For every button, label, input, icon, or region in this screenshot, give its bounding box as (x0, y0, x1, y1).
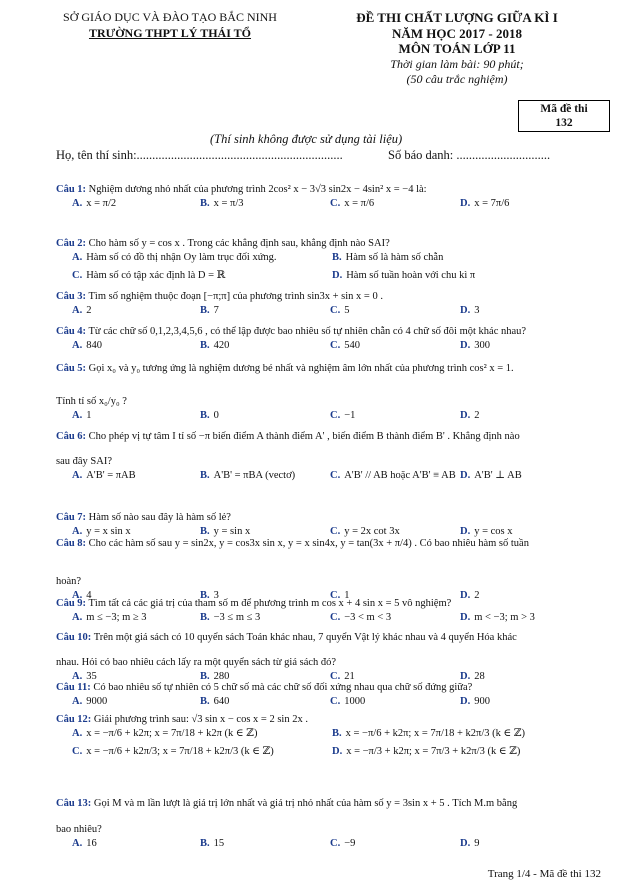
question-11 (56, 681, 611, 694)
option-a[interactable] (72, 695, 107, 708)
option-value: 540 (344, 340, 360, 351)
school-name: TRƯỜNG THPT LÝ THÁI TỔ (88, 26, 252, 40)
option-a[interactable] (72, 251, 277, 264)
option-letter: A. (72, 590, 83, 601)
question-2 (56, 237, 611, 250)
option-letter: D. (460, 696, 471, 707)
question-label: Câu 4: (56, 326, 87, 337)
question-7 (56, 511, 611, 524)
question-text: Gọi M và m lần lượt là giá trị lớn nhất và giá trị nhỏ nhất của hàm số y = 3sin x + 5 . Tích M.m bằng (91, 798, 518, 809)
option-letter: C. (330, 470, 341, 481)
option-value: 16 (86, 838, 97, 849)
option-value: 420 (213, 340, 230, 351)
candidate-info-line (56, 148, 551, 164)
header-right (322, 10, 592, 87)
option-value: 280 (213, 671, 230, 682)
option-value: A'B' = πBA (vectơ) (213, 470, 296, 481)
option-a[interactable] (72, 469, 136, 482)
option-letter: A. (72, 838, 83, 849)
department-name: SỞ GIÁO DỤC VÀ ĐÀO TẠO BẮC NINH (63, 10, 277, 24)
option-c[interactable] (330, 304, 349, 317)
option-letter: A. (72, 305, 83, 316)
option-value: 4 (86, 590, 92, 601)
question-text-continued: bao nhiêu? (56, 824, 102, 836)
option-value: x = −π/6 + k2π; x = 7π/18 + k2π/3 (k ∈ ℤ) (345, 728, 526, 739)
option-letter: C. (330, 838, 341, 849)
option-value: −9 (344, 838, 356, 849)
question-label: Câu 2: (56, 238, 87, 249)
option-d[interactable] (460, 837, 479, 850)
option-value: 15 (213, 838, 225, 849)
option-value: y = cos x (474, 526, 513, 537)
option-b[interactable] (200, 695, 229, 708)
option-letter: A. (72, 696, 83, 707)
option-b[interactable] (332, 251, 443, 264)
option-letter: B. (200, 526, 210, 537)
option-value: A'B' // AB hoặc A'B' ≡ AB (344, 470, 456, 481)
question-text: Cho hàm số y = cos x . Trong các khẳng định sau, khẳng định nào SAI? (86, 238, 390, 249)
option-d[interactable] (460, 339, 490, 352)
question-10 (56, 631, 611, 669)
question-8 (56, 537, 611, 588)
exam-code-box (518, 100, 610, 132)
question-text: Cho các hàm số sau y = sin2x, y = cos3x sin x, y = x sin4x, y = tan(3x + π/4) . Có bao nhiêu hàm số tuần (86, 538, 529, 549)
option-value: 300 (474, 340, 490, 351)
option-letter: D. (460, 838, 471, 849)
candidate-name-label: Họ, tên thí sinh:.................................................................. (56, 148, 343, 162)
option-d[interactable] (460, 469, 522, 482)
question-label: Câu 10: (56, 632, 92, 643)
question-label: Câu 3: (56, 291, 87, 302)
question-text: Từ các chữ số 0,1,2,3,4,5,6 , có thể lập được bao nhiêu số tự nhiên chẵn có 4 chữ số đôi một khác nhau? (86, 326, 527, 337)
question-5 (56, 362, 611, 408)
option-letter: C. (330, 305, 341, 316)
option-value: y = 2x cot 3x (344, 526, 400, 537)
option-letter: C. (330, 590, 341, 601)
option-value: 1000 (344, 696, 366, 707)
option-a[interactable] (72, 304, 91, 317)
option-b[interactable] (200, 409, 219, 422)
option-c[interactable] (330, 469, 456, 482)
option-a[interactable] (72, 409, 91, 422)
option-value: 5 (344, 305, 350, 316)
option-value: 840 (86, 340, 102, 351)
option-letter: A. (72, 526, 83, 537)
option-letter: B. (200, 470, 210, 481)
option-value: 0 (213, 410, 219, 421)
option-value: 2 (474, 410, 480, 421)
option-b[interactable] (200, 837, 224, 850)
option-c[interactable] (330, 611, 391, 624)
option-letter: B. (332, 728, 342, 739)
option-letter: D. (460, 198, 471, 209)
option-c[interactable] (330, 837, 355, 850)
option-letter: C. (330, 696, 341, 707)
option-value: y = sin x (213, 526, 251, 537)
option-value: 3 (213, 590, 219, 601)
option-letter: B. (200, 696, 210, 707)
option-value: x = π/3 (213, 198, 244, 209)
option-value: 9000 (86, 696, 108, 707)
question-text: Tìm số nghiệm thuộc đoạn [−π;π] của phương trình sin3x + sin x = 0 . (86, 291, 383, 302)
option-d[interactable] (460, 304, 479, 317)
option-letter: C. (330, 671, 341, 682)
option-letter: B. (200, 590, 210, 601)
question-12 (56, 713, 611, 726)
option-letter: A. (72, 612, 83, 623)
question-label: Câu 5: (56, 363, 87, 374)
question-13 (56, 797, 611, 836)
question-9 (56, 597, 611, 610)
option-value: −3 < m < 3 (344, 612, 392, 623)
question-text-continued: sau đây SAI? (56, 456, 112, 468)
option-value: m < −3; m > 3 (474, 612, 535, 623)
question-label: Câu 12: (56, 714, 92, 725)
option-value: 640 (213, 696, 230, 707)
option-c[interactable] (72, 269, 225, 282)
question-text-continued: Tính tỉ số x₀/y₀ ? (56, 396, 127, 408)
option-b[interactable] (200, 304, 219, 317)
option-letter: A. (72, 252, 83, 263)
school-year: NĂM HỌC 2017 - 2018 (392, 25, 522, 41)
option-letter: B. (200, 410, 210, 421)
option-a[interactable] (72, 837, 97, 850)
question-text: Trên một giá sách có 10 quyển sách Toán khác nhau, 7 quyển Vật lý khác nhau và 4 quyển Hóa khác (91, 632, 517, 643)
question-text: Gọi x₀ và y₀ tương ứng là nghiệm dương bé nhất và nghiệm âm lớn nhất của phương trình cos² x = 1. (86, 363, 514, 374)
option-letter: D. (460, 590, 471, 601)
option-d[interactable] (460, 409, 479, 422)
option-d[interactable] (460, 695, 490, 708)
question-label: Câu 11: (56, 682, 91, 693)
option-value: 9 (474, 838, 480, 849)
option-letter: D. (460, 340, 471, 351)
option-value: x = −π/6 + k2π; x = 7π/18 + k2π (k ∈ ℤ) (86, 728, 258, 739)
option-c[interactable] (72, 745, 274, 758)
option-d[interactable] (332, 269, 475, 282)
option-value: Hàm số có đồ thị nhận Oy làm trục đối xứng. (86, 252, 277, 263)
option-value: 1 (344, 590, 350, 601)
option-letter: D. (460, 305, 471, 316)
option-letter: A. (72, 671, 83, 682)
option-b[interactable] (200, 611, 260, 624)
option-value: Hàm số là hàm số chẵn (345, 252, 444, 263)
question-text: Cho phép vị tự tâm I tỉ số −π biến điểm A thành điểm A' , biến điểm B thành điểm B' . Khẳng định nào (86, 431, 520, 442)
question-label: Câu 13: (56, 798, 92, 809)
option-value: 28 (474, 671, 485, 682)
option-letter: A. (72, 410, 83, 421)
option-letter: D. (460, 410, 471, 421)
question-text: Hàm số nào sau đây là hàm số lẻ? (86, 512, 231, 523)
question-6 (56, 430, 611, 468)
option-letter: B. (200, 305, 210, 316)
question-text-continued: nhau. Hỏi có bao nhiêu cách lấy ra một quyển sách từ giá sách đó? (56, 657, 337, 669)
question-3 (56, 290, 611, 303)
question-text-continued: hoàn? (56, 576, 82, 588)
option-letter: C. (330, 612, 341, 623)
question-label: Câu 9: (56, 598, 87, 609)
option-a[interactable] (72, 611, 147, 624)
option-c[interactable] (330, 339, 360, 352)
question-1 (56, 183, 611, 196)
page-footer: Trang 1/4 - Mã đề thi 132 (487, 868, 601, 880)
option-letter: C. (330, 526, 341, 537)
question-text: Tìm tất cả các giá trị của tham số m để phương trình m cos x + 4 sin x = 5 vô nghiệm? (86, 598, 452, 609)
option-a[interactable] (72, 339, 102, 352)
question-label: Câu 7: (56, 512, 87, 523)
question-text: Nghiệm dương nhỏ nhất của phương trình 2cos² x − 3√3 sin2x − 4sin² x = −4 là: (86, 184, 427, 195)
option-letter: C. (330, 198, 341, 209)
option-value: 1 (86, 410, 92, 421)
option-value: A'B' = πAB (86, 470, 136, 481)
question-count: (50 câu trắc nghiệm) (406, 71, 508, 86)
question-label: Câu 1: (56, 184, 87, 195)
option-value: m ≤ −3; m ≥ 3 (86, 612, 147, 623)
option-letter: A. (72, 198, 83, 209)
candidate-id-label: Số báo danh: .............................. (388, 148, 551, 162)
question-text: Có bao nhiêu số tự nhiên có 5 chữ số mà các chữ số đối xứng nhau qua chữ số đứng giữa? (90, 682, 473, 693)
option-letter: C. (330, 410, 341, 421)
option-a[interactable] (72, 197, 116, 210)
option-letter: D. (332, 270, 343, 281)
option-value: y = x sin x (86, 526, 131, 537)
option-letter: C. (72, 270, 83, 281)
question-text: Giải phương trình sau: √3 sin x − cos x = 2 sin 2x . (91, 714, 308, 725)
question-label: Câu 8: (56, 538, 87, 549)
exam-title: ĐỀ THI CHẤT LƯỢNG GIỮA KÌ I (356, 10, 558, 25)
option-value: 3 (474, 305, 480, 316)
option-value: Hàm số có tập xác định là D = ℝ (86, 270, 226, 281)
option-c[interactable] (330, 695, 365, 708)
option-b[interactable] (332, 727, 525, 740)
option-letter: A. (72, 728, 83, 739)
option-b[interactable] (200, 469, 295, 482)
exam-code: 132 (555, 116, 573, 129)
option-value: 2 (86, 305, 92, 316)
option-letter: D. (460, 526, 471, 537)
option-c[interactable] (330, 197, 374, 210)
option-d[interactable] (332, 745, 520, 758)
option-value: 7 (213, 305, 219, 316)
option-value: 900 (474, 696, 490, 707)
option-letter: B. (332, 252, 342, 263)
option-letter: B. (200, 198, 210, 209)
option-letter: C. (72, 746, 83, 757)
option-letter: D. (460, 612, 471, 623)
option-letter: C. (330, 340, 341, 351)
option-a[interactable] (72, 727, 257, 740)
option-value: −1 (344, 410, 356, 421)
option-value: x = π/2 (86, 198, 117, 209)
option-letter: B. (200, 612, 210, 623)
option-value: −3 ≤ m ≤ 3 (213, 612, 261, 623)
option-letter: B. (200, 671, 210, 682)
option-value: A'B' ⊥ AB (474, 470, 522, 481)
option-d[interactable] (460, 611, 535, 624)
option-c[interactable] (330, 409, 355, 422)
option-value: x = −π/3 + k2π; x = 7π/3 + k2π/3 (k ∈ ℤ) (346, 746, 521, 757)
header-left (50, 10, 290, 41)
option-d[interactable] (460, 197, 509, 210)
option-letter: B. (200, 340, 210, 351)
option-letter: A. (72, 470, 83, 481)
option-value: Hàm số tuần hoàn với chu kì π (346, 270, 476, 281)
question-label: Câu 6: (56, 431, 87, 442)
question-4 (56, 325, 611, 338)
option-value: 21 (344, 671, 355, 682)
option-b[interactable] (200, 339, 229, 352)
option-value: x = 7π/6 (474, 198, 510, 209)
option-b[interactable] (200, 197, 244, 210)
option-letter: D. (460, 671, 471, 682)
option-value: 2 (474, 590, 480, 601)
option-letter: D. (460, 470, 471, 481)
option-value: x = −π/6 + k2π/3; x = 7π/18 + k2π/3 (k ∈ ℤ) (86, 746, 274, 757)
option-letter: B. (200, 838, 210, 849)
option-letter: D. (332, 746, 343, 757)
exam-code-label: Mã đề thi (540, 103, 588, 115)
option-letter: A. (72, 340, 83, 351)
time-limit: Thời gian làm bài: 90 phút; (390, 56, 524, 71)
option-value: 35 (86, 671, 97, 682)
option-value: x = π/6 (344, 198, 375, 209)
exam-note: (Thí sinh không được sử dụng tài liệu) (210, 132, 403, 146)
subject-title: MÔN TOÁN LỚP 11 (398, 41, 516, 57)
